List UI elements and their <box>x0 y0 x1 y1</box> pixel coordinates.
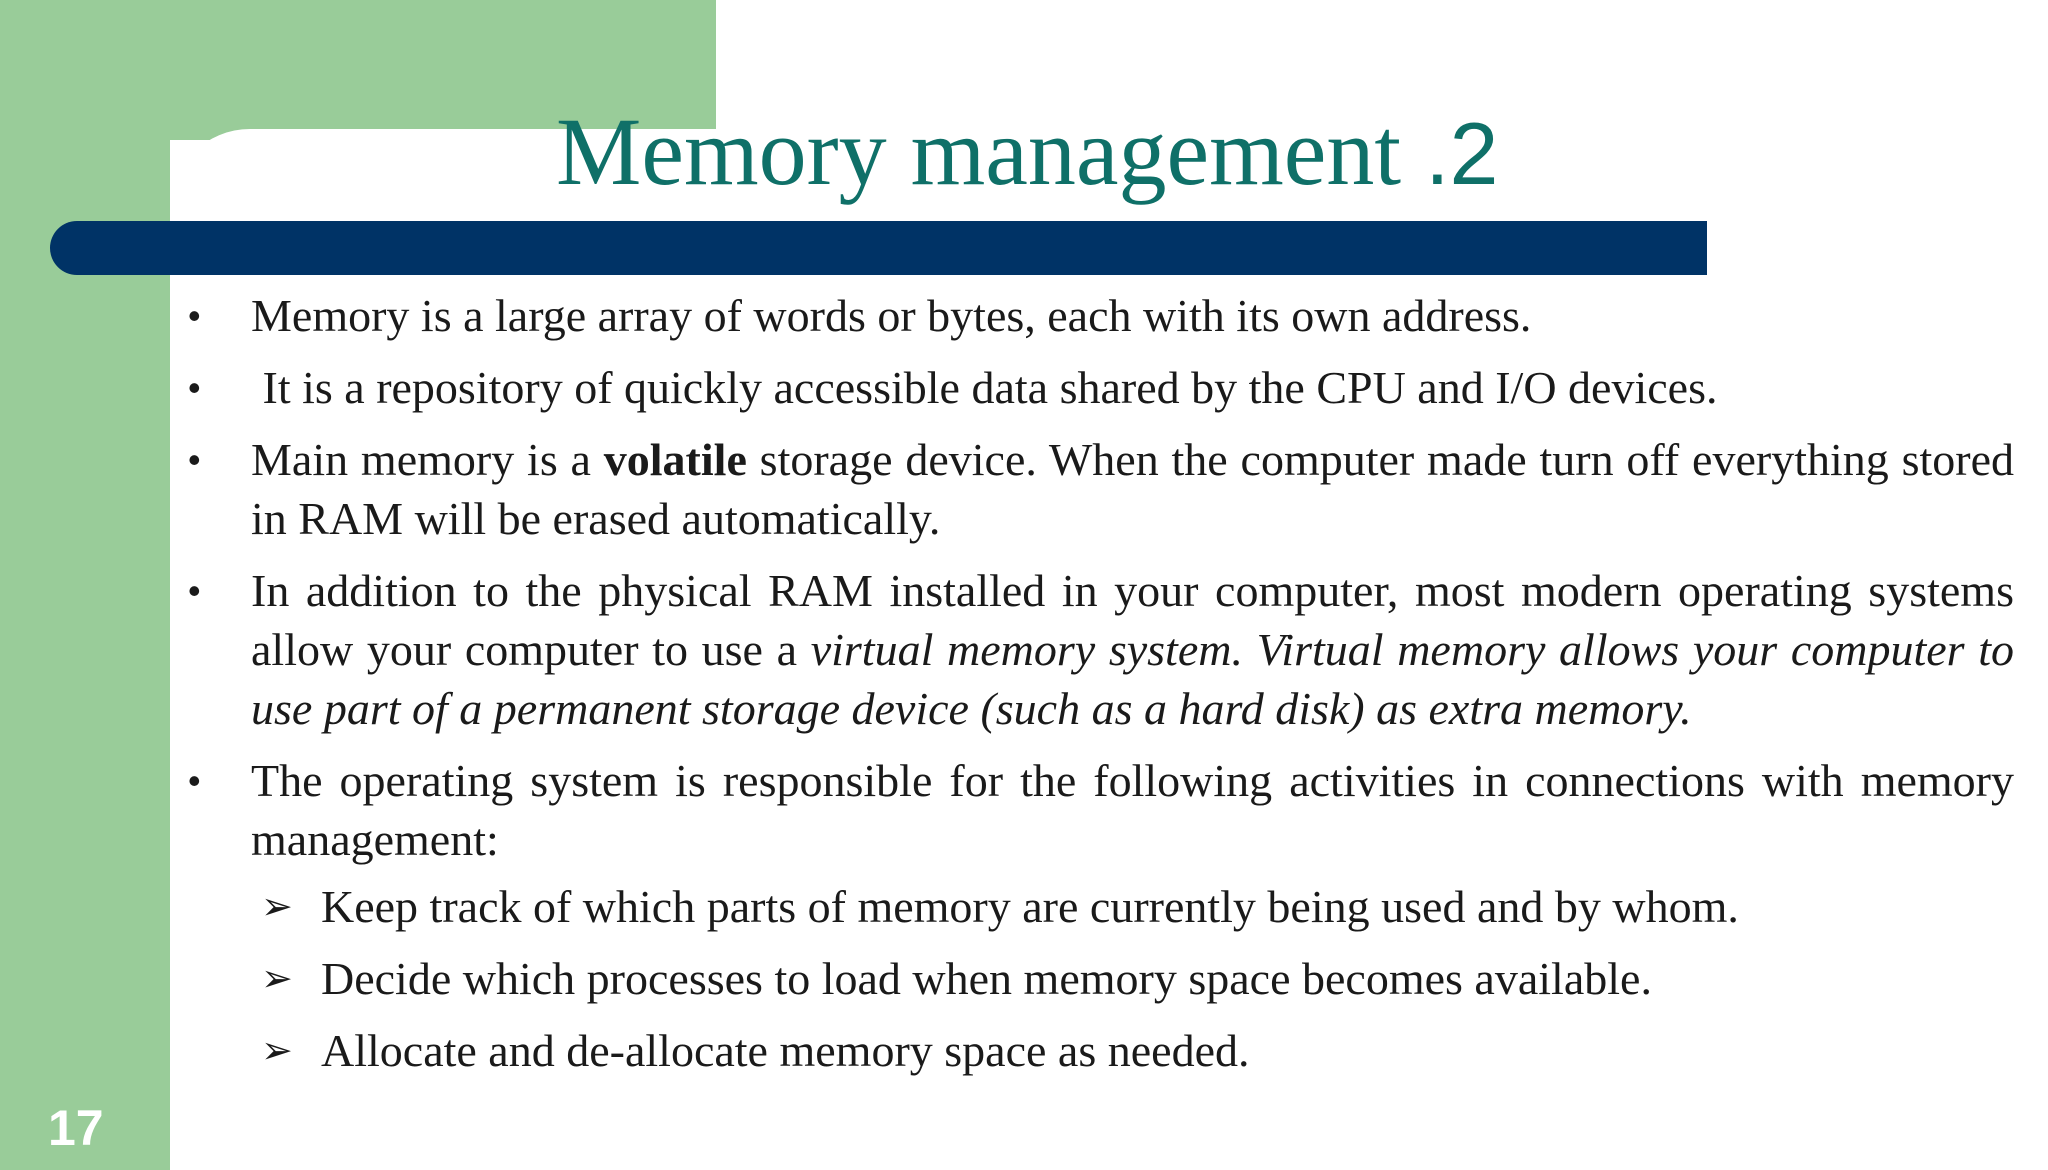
bullet-text: It is a repository of quickly accessible data shared by the CPU and I/O devices. <box>251 362 1718 413</box>
bullet-item <box>188 751 2014 1080</box>
bullet-dot-icon: • <box>188 367 201 408</box>
bullet-dot-icon: • <box>188 295 201 336</box>
bullet-dot-icon: • <box>188 439 201 480</box>
arrowhead-bullet-icon: ➢ <box>261 956 293 1000</box>
title-underline-bar <box>50 221 1707 275</box>
bullet-list <box>188 286 2014 1093</box>
sub-bullet-list <box>251 877 2014 1080</box>
slide-title-text: Memory management <box>556 98 1402 205</box>
sub-bullet-text: Allocate and de-allocate memory space as needed. <box>321 1025 1250 1076</box>
bullet-item <box>188 358 2014 417</box>
bullet-text: The operating system is responsible for the following activities in connections with memory management: <box>251 755 2014 865</box>
bullet-dot-icon: • <box>188 570 201 611</box>
sub-bullet-item <box>261 949 2014 1008</box>
bullet-item <box>188 561 2014 738</box>
slide-title-number: .2 <box>1425 104 1499 203</box>
bullet-bold-term: volatile <box>603 434 747 485</box>
slide-title <box>556 96 1498 210</box>
green-side-band <box>0 0 170 1170</box>
bullet-text: In addition to the physical RAM installed in your computer, most modern operating systems allow your computer to use a <box>251 565 2014 675</box>
bullet-item <box>188 430 2014 548</box>
sub-bullet-item <box>261 1021 2014 1080</box>
bullet-item <box>188 286 2014 345</box>
sub-bullet-text: Keep track of which parts of memory are currently being used and by whom. <box>321 881 1739 932</box>
sub-bullet-item <box>261 877 2014 936</box>
bullet-text: Memory is a large array of words or bytes, each with its own address. <box>251 290 1532 341</box>
sub-bullet-text: Decide which processes to load when memory space becomes available. <box>321 953 1652 1004</box>
arrowhead-bullet-icon: ➢ <box>261 884 293 928</box>
bullet-dot-icon: • <box>188 760 201 801</box>
arrowhead-bullet-icon: ➢ <box>261 1028 293 1072</box>
slide-number: 17 <box>48 1100 104 1156</box>
bullet-text: storage device. When the computer made turn off everything stored in RAM will be erased automatically. <box>251 434 2014 544</box>
bullet-text: Main memory is a <box>251 434 604 485</box>
bullet-italic-text: virtual memory system. Virtual memory allows your computer to use part of a permanent storage device (such as a hard disk) as extra memory. <box>251 624 2014 734</box>
